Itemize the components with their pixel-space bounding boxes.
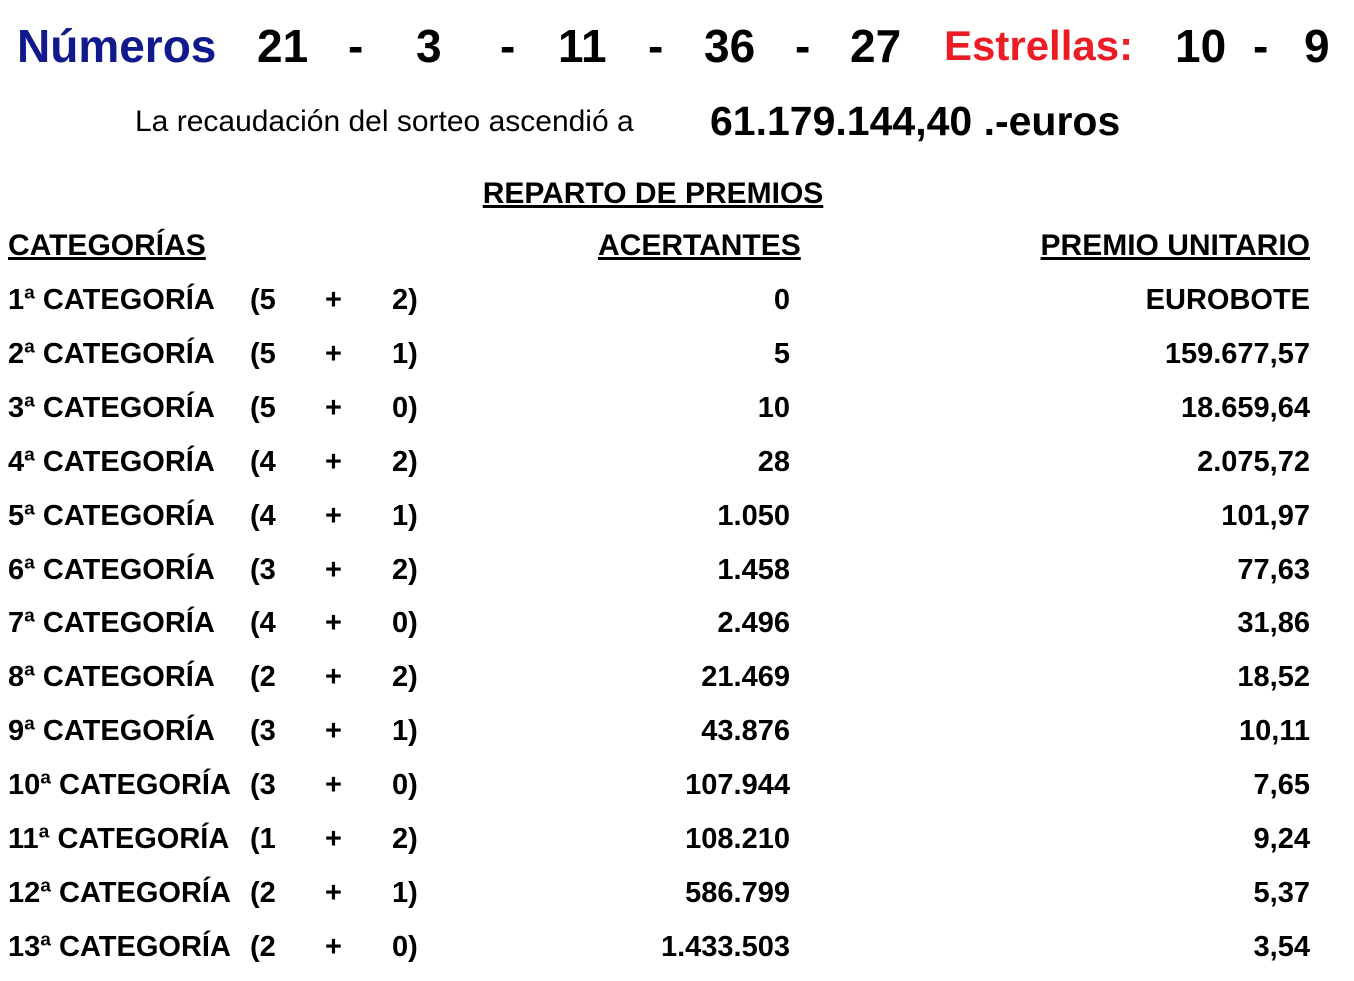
match-numbers: (4 (250, 607, 276, 640)
table-row (0, 442, 1354, 496)
plus-sign: + (325, 284, 342, 316)
table-row (0, 603, 1354, 657)
category-label: 13ª CATEGORÍA (8, 930, 231, 963)
unit-prize: 2.075,72 (1197, 445, 1310, 478)
category-label: 2ª CATEGORÍA (8, 337, 215, 370)
unit-prize: 3,54 (1253, 930, 1310, 963)
star-number-1: 10 (1175, 20, 1227, 72)
column-header-winners: ACERTANTES (598, 229, 801, 262)
winners-count: 108.210 (685, 823, 790, 855)
match-stars: 1) (392, 337, 418, 370)
winners-count: 1.433.503 (660, 930, 790, 963)
draw-separator: - (500, 20, 516, 72)
plus-sign: + (325, 337, 342, 370)
match-numbers: (3 (250, 769, 276, 802)
unit-prize: 5,37 (1253, 876, 1310, 909)
match-stars: 2) (392, 445, 418, 478)
match-numbers: (3 (250, 553, 276, 586)
collection-amount: 61.179.144,40 .-euros (710, 98, 1121, 144)
plus-sign: + (325, 661, 342, 694)
stars-label: Estrellas: (944, 22, 1134, 69)
star-number-2: 9 (1304, 20, 1330, 72)
plus-sign: + (325, 769, 342, 802)
unit-prize: 9,24 (1253, 823, 1310, 855)
collection-text: La recaudación del sorteo ascendió a (135, 105, 634, 138)
plus-sign: + (325, 445, 342, 478)
match-stars: 2) (392, 661, 418, 694)
match-numbers: (1 (250, 823, 276, 855)
table-row (0, 873, 1354, 927)
category-label: 7ª CATEGORÍA (8, 607, 215, 640)
match-stars: 1) (392, 499, 418, 532)
winners-count: 1.458 (717, 553, 790, 586)
draw-separator: - (348, 20, 364, 72)
plus-sign: + (325, 930, 342, 963)
match-numbers: (5 (250, 284, 276, 316)
winners-count: 5 (773, 337, 790, 370)
column-header-categories: CATEGORÍAS (8, 229, 206, 262)
table-row (0, 550, 1354, 604)
category-label: 6ª CATEGORÍA (8, 553, 215, 586)
column-header-unit-prize: PREMIO UNITARIO (1040, 229, 1310, 262)
match-stars: 0) (392, 607, 418, 640)
table-row (0, 388, 1354, 442)
match-numbers: (5 (250, 337, 276, 370)
plus-sign: + (325, 607, 342, 640)
unit-prize: 31,86 (1237, 607, 1310, 640)
unit-prize: 101,97 (1221, 499, 1310, 532)
match-stars: 1) (392, 876, 418, 909)
table-row (0, 334, 1354, 388)
plus-sign: + (325, 553, 342, 586)
match-stars: 0) (392, 769, 418, 802)
match-numbers: (4 (250, 499, 276, 532)
table-row (0, 280, 1354, 334)
draw-number-1: 21 (257, 20, 309, 72)
winners-count: 0 (773, 284, 790, 316)
draw-separator: - (1253, 20, 1269, 72)
category-label: 10ª CATEGORÍA (8, 769, 231, 802)
table-row (0, 711, 1354, 765)
category-label: 11ª CATEGORÍA (8, 823, 230, 855)
unit-prize: 159.677,57 (1164, 337, 1310, 370)
draw-number-5: 27 (850, 20, 902, 72)
match-stars: 2) (392, 823, 418, 855)
draw-separator: - (648, 20, 664, 72)
category-label: 9ª CATEGORÍA (8, 715, 215, 748)
draw-number-2: 3 (416, 20, 442, 72)
category-label: 4ª CATEGORÍA (8, 445, 215, 478)
winners-count: 21.469 (701, 661, 790, 694)
table-row (0, 496, 1354, 550)
draw-number-3: 11 (558, 20, 607, 72)
match-numbers: (5 (250, 391, 276, 424)
category-label: 3ª CATEGORÍA (8, 391, 215, 424)
plus-sign: + (325, 391, 342, 424)
numbers-label: Números (17, 20, 217, 72)
category-label: 1ª CATEGORÍA (8, 284, 215, 316)
winners-count: 2.496 (717, 607, 790, 640)
unit-prize: EUROBOTE (1145, 284, 1310, 316)
table-row (0, 765, 1354, 819)
match-numbers: (3 (250, 715, 276, 748)
prizes-title: REPARTO DE PREMIOS (482, 177, 824, 210)
unit-prize: 10,11 (1239, 715, 1310, 748)
plus-sign: + (325, 823, 342, 855)
plus-sign: + (325, 876, 342, 909)
match-numbers: (4 (250, 445, 276, 478)
winners-count: 107.944 (685, 769, 790, 802)
winners-count: 28 (757, 445, 790, 478)
match-stars: 2) (392, 553, 418, 586)
match-stars: 1) (392, 715, 418, 748)
match-stars: 2) (392, 284, 418, 316)
unit-prize: 7,65 (1253, 769, 1310, 802)
match-numbers: (2 (250, 876, 276, 909)
match-stars: 0) (392, 391, 418, 424)
category-label: 12ª CATEGORÍA (8, 876, 231, 909)
category-label: 5ª CATEGORÍA (8, 499, 215, 532)
winners-count: 1.050 (717, 499, 790, 532)
winners-count: 10 (757, 391, 790, 424)
plus-sign: + (325, 715, 342, 748)
table-row (0, 819, 1354, 873)
category-label: 8ª CATEGORÍA (8, 661, 215, 694)
unit-prize: 18.659,64 (1180, 391, 1310, 424)
draw-separator: - (795, 20, 811, 72)
match-stars: 0) (392, 930, 418, 963)
draw-number-4: 36 (704, 20, 756, 72)
unit-prize: 77,63 (1237, 553, 1310, 586)
unit-prize: 18,52 (1237, 661, 1310, 694)
table-row (0, 657, 1354, 711)
table-row (0, 927, 1354, 981)
plus-sign: + (325, 499, 342, 532)
winners-count: 43.876 (701, 715, 790, 748)
winners-count: 586.799 (685, 876, 790, 909)
match-numbers: (2 (250, 661, 276, 694)
match-numbers: (2 (250, 930, 276, 963)
